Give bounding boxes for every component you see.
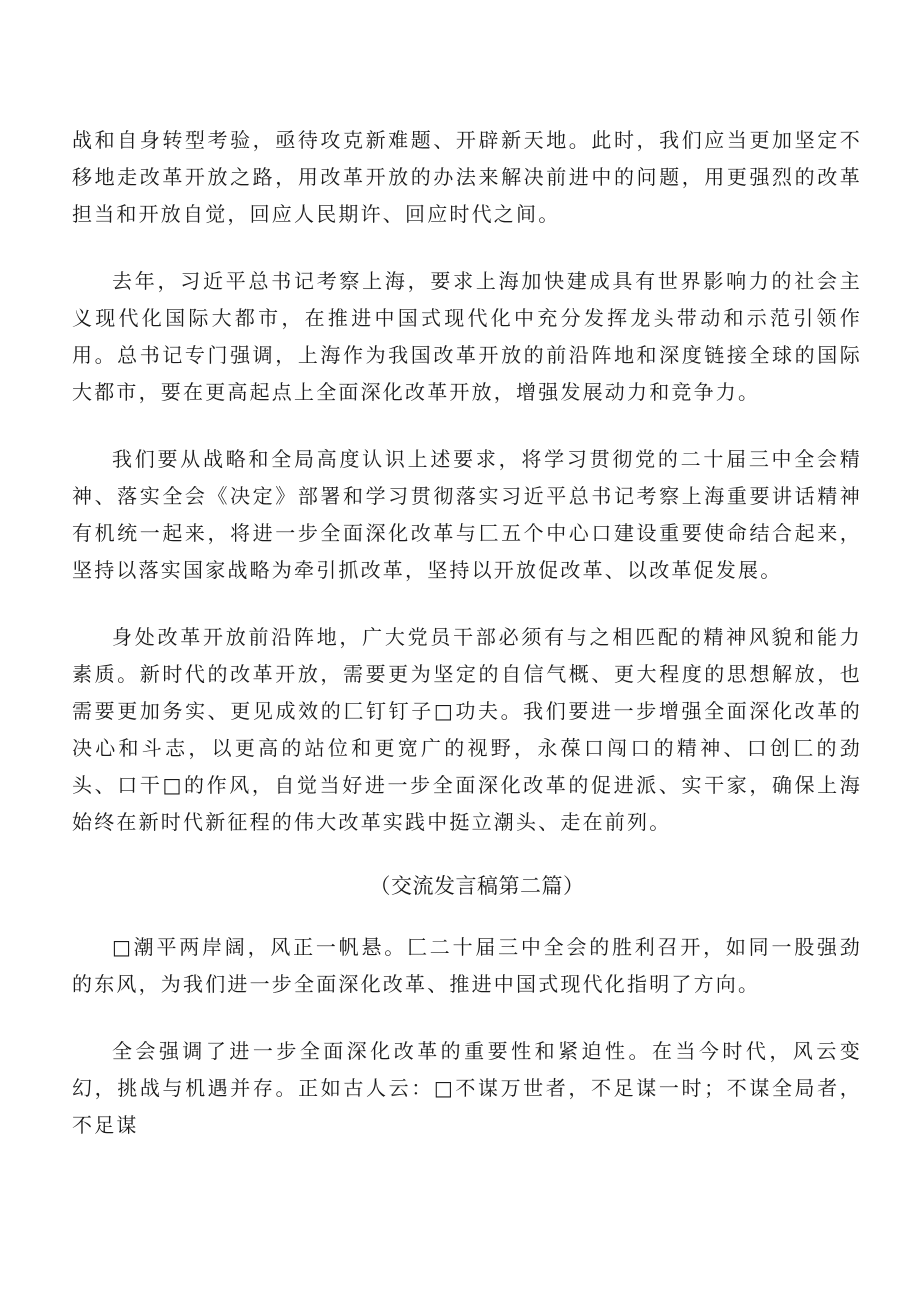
paragraph-third-plenum: □潮平两岸阔，风正一帆悬。匚二十届三中全会的胜利召开，如同一股强劲的东风，为我们进一步全面深化改革、推进中国式现代化指明了方向。 [72,935,862,996]
paragraph-strategic-requirements: 我们要从战略和全局高度认识上述要求，将学习贯彻党的二十届三中全会精神、落实全会《决定》部署和学习贯彻落实习近平总书记考察上海重要讲话精神有机统一起来，将进一步全面深化改革与匚五个中心口建设重要使命结合起来，坚持以落实国家战略为牵引抓改革，坚持以开放促改革、以改革促发展。 [72,447,862,582]
document-body [72,122,862,1174]
paragraph-shanghai-inspection: 去年，习近平总书记考察上海，要求上海加快建成具有世界影响力的社会主义现代化国际大都市，在推进中国式现代化中充分发挥龙头带动和示范引领作用。总书记专门强调，上海作为我国改革开放的前沿阵地和深度链接全球的国际大都市，要在更高起点上全面深化改革开放，增强发展动力和竞争力。 [72,269,862,404]
paragraph-continuation: 战和自身转型考验，亟待攻克新难题、开辟新天地。此时，我们应当更加坚定不移地走改革开放之路，用改革开放的办法来解决前进中的问题，用更强烈的改革担当和开放自觉，回应人民期许、回应时代之间。 [72,128,862,226]
paragraph-cadre-spirit: 身处改革开放前沿阵地，广大党员干部必须有与之相匹配的精神风貌和能力素质。新时代的改革开放，需要更为坚定的自信气概、更大程度的思想解放，也需要更加务实、更见成效的匚钉钉子□功夫。我们要进一步增强全面深化改革的决心和斗志，以更高的站位和更宽广的视野，永葆口闯口的精神、口创匚的劲头、口干□的作风，自觉当好进一步全面深化改革的促进派、实干家，确保上海始终在新时代新征程的伟大改革实践中挺立潮头、走在前列。 [72,625,862,834]
paragraph-reform-urgency: 全会强调了进一步全面深化改革的重要性和紧迫性。在当今时代，风云变幻，挑战与机遇并存。正如古人云：□不谋万世者，不足谋一时；不谋全局者，不足谋 [72,1039,862,1137]
section-heading: （交流发言稿第二篇） [369,874,585,898]
